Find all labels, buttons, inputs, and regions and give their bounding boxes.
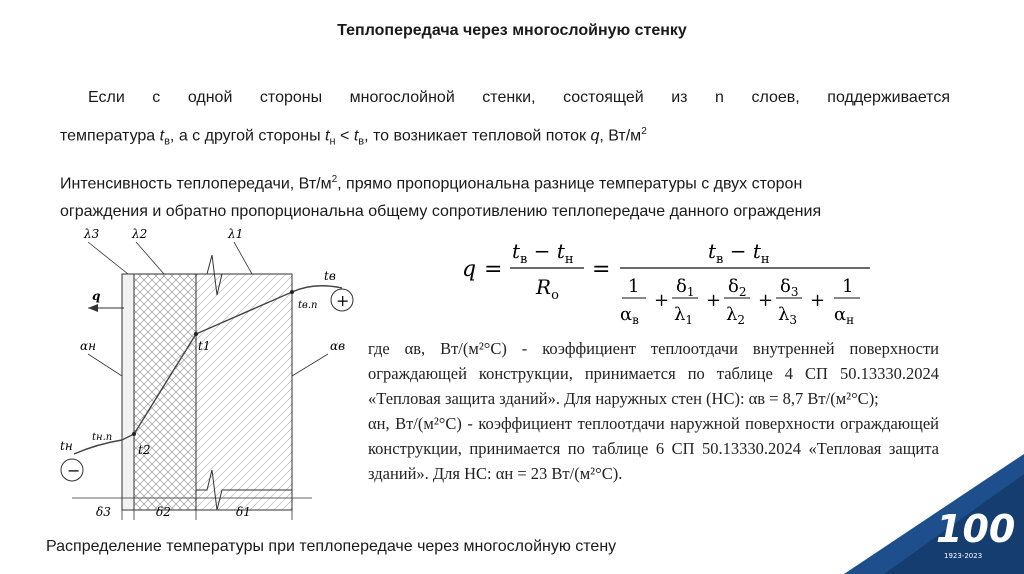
svg-text:δ3: $\delta_3$: [780, 276, 799, 299]
label-lambda2: λ2: [132, 227, 148, 241]
svg-text:λ2: $\lambda_2$: [726, 304, 746, 327]
svg-text:λ1: $\lambda_1$: [674, 304, 694, 327]
svg-text:tв − tн: $t_в - t_н$: [512, 239, 574, 267]
label-alpha-n: αн: [80, 339, 97, 353]
svg-text:q: q: [462, 257, 477, 282]
svg-text:1923-2023: 1923-2023: [944, 552, 983, 560]
wall-temperature-diagram: [52, 220, 372, 525]
heat-flux-formula: [462, 236, 882, 336]
svg-text:=: =: [592, 257, 611, 282]
figure-caption: Распределение температуры при теплопередаче через многослойную стену: [46, 538, 617, 555]
svg-text:100: 100: [936, 507, 1016, 551]
page-title: Теплопередача через многослойную стенку: [337, 22, 687, 39]
alpha-v-description: где αв, Вт/(м²°С) - коэффициент теплоотдачи внутренней поверхности ограждающей конструкции, принимается по таблице 4 СП 50.13330.2024 «Тепловая защита зданий». Для наружных стен (НС): αв = 8,7 Вт/(м²°С);: [368, 339, 939, 408]
svg-text:+: +: [706, 290, 722, 311]
paragraph-1-line-2: температура $t_в$, а с другой стороны $t_н < t_в$, то возникает тепловой поток q, $Вт/м^2$: [60, 126, 647, 148]
label-lambda3: λ3: [84, 227, 100, 241]
paragraph-2: Интенсивность теплопередачи, $Вт/м^2$, прямо пропорциональна разнице температуры с двух сторон ограждения и обратно пропорциональна общему сопротивлению теплопередаче данного ограждения: [60, 174, 822, 221]
svg-text:δ1: $\delta_1$: [676, 276, 695, 299]
label-q: q: [92, 289, 101, 303]
svg-text:=: =: [484, 257, 503, 282]
svg-text:tв − tн: $t_в - t_н$: [708, 239, 770, 267]
svg-text:1: 1: [842, 276, 854, 297]
label-delta1: δ1: [236, 505, 251, 519]
label-tvp: tв.п: [298, 300, 318, 311]
svg-text:+: +: [654, 290, 670, 311]
svg-text:+: +: [758, 290, 774, 311]
label-delta3: δ3: [96, 505, 111, 519]
svg-text:αв: $\alpha_в$: [620, 304, 639, 327]
label-tn: tн: [60, 439, 73, 453]
alpha-n-description: αн, Вт/(м²°С) - коэффициент теплоотдачи наружной поверхности ограждающей конструкции, принимается по таблице 6 СП 50.13330.2024 «Тепловая защита зданий». Для НС: αн = 23 Вт/(м²°С).: [368, 414, 939, 483]
label-delta2: δ2: [156, 505, 171, 519]
label-t2: t2: [138, 443, 151, 457]
anniversary-logo: [844, 454, 1024, 574]
svg-text:λ3: $\lambda_3$: [778, 304, 798, 327]
label-tnp: tн.п: [92, 432, 113, 443]
svg-text:+: +: [336, 291, 350, 310]
label-t1: t1: [198, 339, 211, 353]
label-alpha-v: αв: [330, 339, 346, 353]
svg-text:1: 1: [628, 276, 640, 297]
svg-text:αн: $\alpha_н$: [834, 304, 855, 327]
svg-text:δ2: $\delta_2$: [728, 276, 747, 299]
paragraph-1-line-1: Если с одной стороны многослойной стенки, состоящей из n слоев, поддерживается: [88, 89, 950, 106]
label-tv: tв: [324, 269, 336, 283]
svg-text:+: +: [810, 290, 826, 311]
svg-text:−: −: [67, 461, 81, 480]
svg-text:Rо: $R_о$: [536, 275, 559, 303]
label-lambda1: λ1: [228, 227, 244, 241]
